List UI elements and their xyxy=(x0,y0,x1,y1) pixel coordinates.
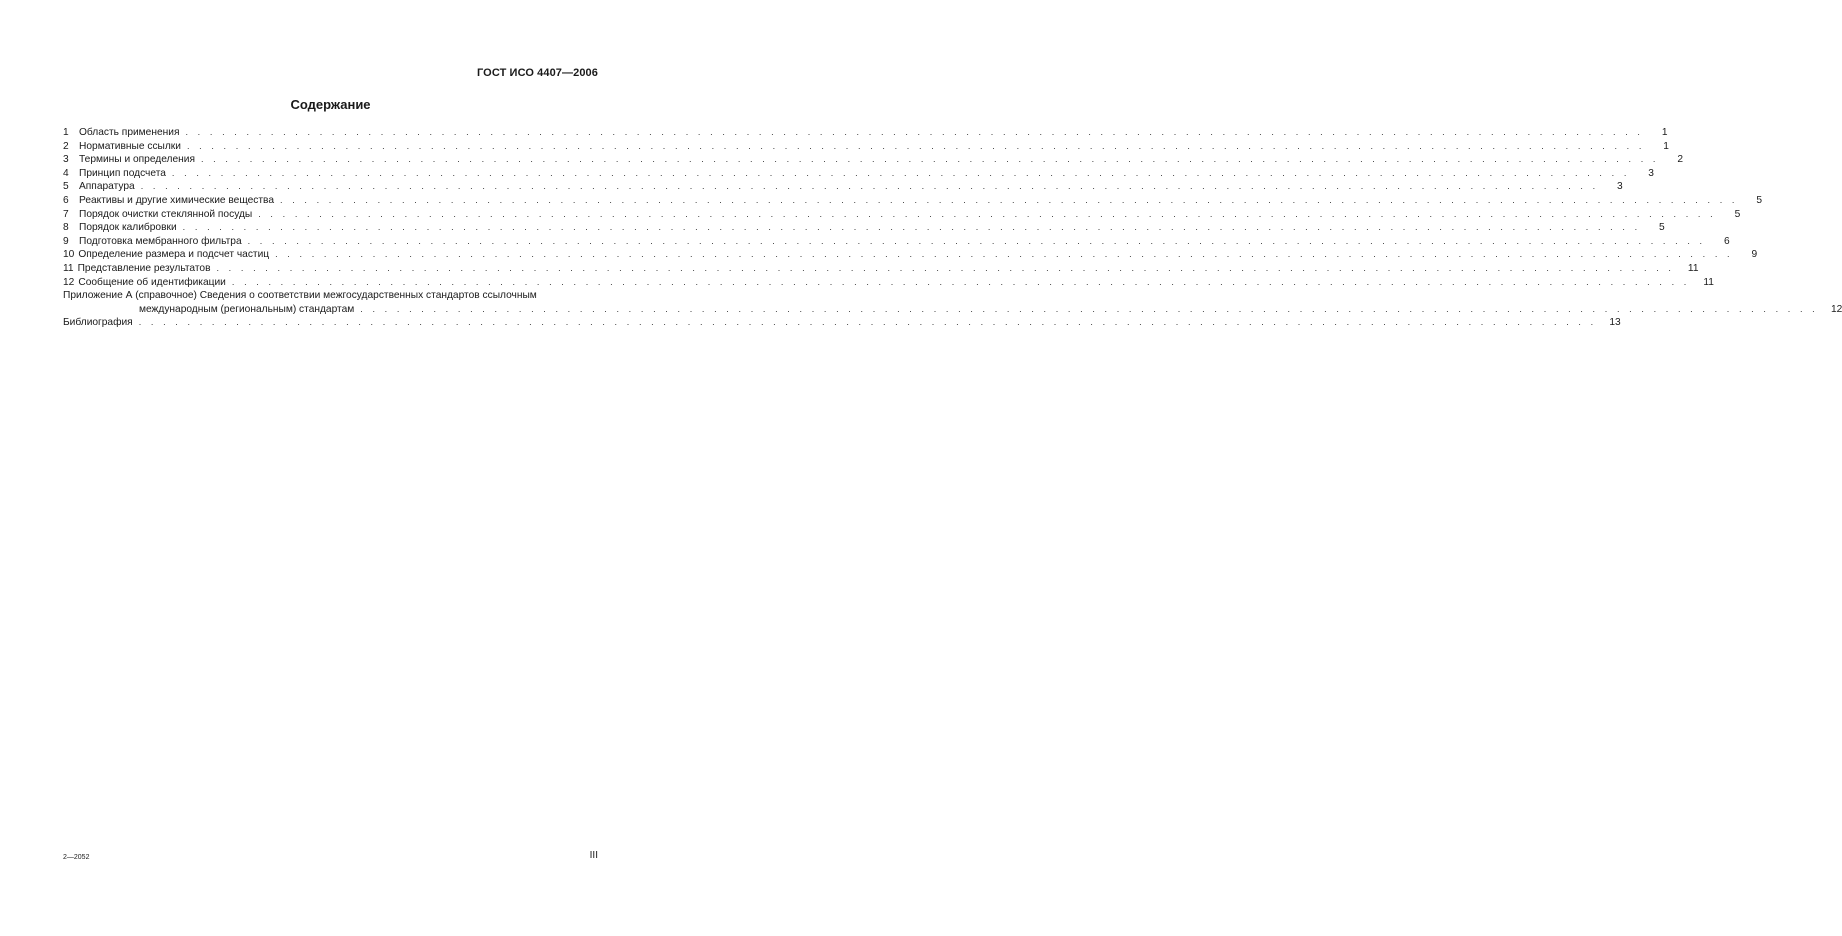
page-number: III xyxy=(589,850,598,861)
toc-entry[interactable] xyxy=(63,194,1763,208)
toc-entry-page: 6 xyxy=(1723,235,1730,247)
toc-entry-number: 9 xyxy=(63,235,69,247)
toc-entry-page: 9 xyxy=(1751,249,1758,261)
toc-entry[interactable] xyxy=(63,235,1730,249)
toc-entry-number: 8 xyxy=(63,222,69,234)
toc-entry-label: Определение размера и подсчет частиц xyxy=(78,249,270,261)
table-of-contents xyxy=(63,126,1842,330)
dot-leader: . . . . . . . . . . . . . . . . . . . . . . . . . . . . . . . . . . . . . . . . . . . . . . . . . . . . . . . . . . . . . . . . . . . . . . . . . . . . . . . . . . . . . . . . . . . . . . . . . . . . . . . . . . . . . . . . . . . . . . . . xyxy=(275,249,1734,260)
toc-entry[interactable] xyxy=(63,180,1623,194)
dot-leader: . . . . . . . . . . . . . . . . . . . . . . . . . . . . . . . . . . . . . . . . . . . . . . . . . . . . . . . . . . . . . . . . . . . . . . . . . . . . . . . . . . . . . . . . . . . . . . . . . . . . . . . . . . . . . . . . . . . . . . . . xyxy=(247,235,1706,246)
toc-entry-label: Термины и определения xyxy=(79,154,195,166)
toc-entry-number: 1 xyxy=(63,127,69,138)
toc-entry[interactable] xyxy=(63,262,1699,276)
dot-leader: . . . . . . . . . . . . . . . . . . . . . . . . . . . . . . . . . . . . . . . . . . . . . . . . . . . . . . . . . . . . . . . . . . . . . . . . . . . . . . . . . . . . . . . . . . . . . . . . . . . . . . . . . . . . . . . . . . . . . . . . xyxy=(280,194,1739,205)
toc-entry-label: Порядок очистки стеклянной посуды xyxy=(79,208,253,220)
toc-entry-page: 5 xyxy=(1756,194,1763,206)
toc-entry-number: 7 xyxy=(63,208,69,220)
toc-title: Содержание xyxy=(290,97,371,112)
dot-leader: . . . . . . . . . . . . . . . . . . . . . . . . . . . . . . . . . . . . . . . . . . . . . . . . . . . . . . . . . . . . . . . . . . . . . . . . . . . . . . . . . . . . . . . . . . . . . . . . . . . . . . . . . . . . . . . . . . . . . . . . xyxy=(231,276,1690,287)
toc-appendix-continuation[interactable] xyxy=(63,303,1842,317)
toc-entry-label: Аппаратура xyxy=(79,181,135,193)
toc-entry[interactable] xyxy=(63,208,1741,222)
toc-bibliography-label: Библиография xyxy=(63,317,133,329)
toc-entry-number: 5 xyxy=(63,181,69,193)
toc-entry-label: Порядок калибровки xyxy=(79,222,177,234)
dot-leader: . . . . . . . . . . . . . . . . . . . . . . . . . . . . . . . . . . . . . . . . . . . . . . . . . . . . . . . . . . . . . . . . . . . . . . . . . . . . . . . . . . . . . . . . . . . . . . . . . . . . . . . . . . . . . . . . . . . . . . . . xyxy=(200,154,1659,165)
toc-entry[interactable] xyxy=(63,248,1758,262)
toc-entry-page: 2 xyxy=(1677,154,1683,166)
toc-bibliography-page: 13 xyxy=(1609,317,1621,329)
toc-bibliography-entry[interactable] xyxy=(63,316,1621,330)
toc-entry-label: Реактивы и другие химические вещества xyxy=(79,194,274,206)
toc-entry[interactable] xyxy=(63,276,1714,290)
toc-entry-number: 10 xyxy=(63,249,75,261)
toc-entry[interactable] xyxy=(63,153,1683,167)
toc-entry[interactable] xyxy=(63,126,1668,140)
toc-entry-number: 11 xyxy=(63,262,74,274)
toc-entry[interactable] xyxy=(63,140,1669,154)
dot-leader: . . . . . . . . . . . . . . . . . . . . . . . . . . . . . . . . . . . . . . . . . . . . . . . . . . . . . . . . . . . . . . . . . . . . . . . . . . . . . . . . . . . . . . . . . . . . . . . . . . . . . . . . . . . . . . . . . . . . . . . . xyxy=(216,262,1675,273)
toc-entry-page: 5 xyxy=(1659,222,1665,234)
dot-leader: . . . . . . . . . . . . . . . . . . . . . . . . . . . . . . . . . . . . . . . . . . . . . . . . . . . . . . . . . . . . . . . . . . . . . . . . . . . . . . . . . . . . . . . . . . . . . . . . . . . . . . . . . . . . . . . . . . . . . . . . xyxy=(185,127,1644,137)
toc-appendix-label-cont: международным (региональным) стандартам xyxy=(139,303,355,315)
toc-entry-label: Принцип подсчета xyxy=(79,167,166,179)
toc-entry-page: 3 xyxy=(1648,167,1654,179)
toc-entry-label: Область применения xyxy=(79,127,180,138)
toc-entry-page: 1 xyxy=(1661,127,1668,138)
dot-leader: . . . . . . . . . . . . . . . . . . . . . . . . . . . . . . . . . . . . . . . . . . . . . . . . . . . . . . . . . . . . . . . . . . . . . . . . . . . . . . . . . . . . . . . . . . . . . . . . . . . . . . . . . . . . . . . . . . . . . . . . xyxy=(182,222,1641,233)
toc-entry-page: 5 xyxy=(1734,208,1741,220)
toc-entry[interactable] xyxy=(63,167,1654,181)
dot-leader: . . . . . . . . . . . . . . . . . . . . . . . . . . . . . . . . . . . . . . . . . . . . . . . . . . . . . . . . . . . . . . . . . . . . . . . . . . . . . . . . . . . . . . . . . . . . . . . . . . . . . . . . . . . . . . . . . . . . . . . . xyxy=(171,167,1630,178)
dot-leader: . . . . . . . . . . . . . . . . . . . . . . . . . . . . . . . . . . . . . . . . . . . . . . . . . . . . . . . . . . . . . . . . . . . . . . . . . . . . . . . . . . . . . . . . . . . . . . . . . . . . . . . . . . . . . . . . . . . . . . . . xyxy=(360,303,1819,314)
toc-entry-label: Нормативные ссылки xyxy=(79,140,181,152)
dot-leader: . . . . . . . . . . . . . . . . . . . . . . . . . . . . . . . . . . . . . . . . . . . . . . . . . . . . . . . . . . . . . . . . . . . . . . . . . . . . . . . . . . . . . . . . . . . . . . . . . . . . . . . . . . . . . . . . . . . . . . . . xyxy=(140,181,1599,192)
dot-leader: . . . . . . . . . . . . . . . . . . . . . . . . . . . . . . . . . . . . . . . . . . . . . . . . . . . . . . . . . . . . . . . . . . . . . . . . . . . . . . . . . . . . . . . . . . . . . . . . . . . . . . . . . . . . . . . . . . . . . . . . xyxy=(186,140,1645,151)
toc-entry-label: Подготовка мембранного фильтра xyxy=(79,235,242,247)
dot-leader: . . . . . . . . . . . . . . . . . . . . . . . . . . . . . . . . . . . . . . . . . . . . . . . . . . . . . . . . . . . . . . . . . . . . . . . . . . . . . . . . . . . . . . . . . . . . . . . . . . . . . . . . . . . . . . . . . . . . . . . . xyxy=(258,208,1717,219)
toc-entry-number: 12 xyxy=(63,276,75,288)
document-code: ГОСТ ИСО 4407—2006 xyxy=(476,67,598,79)
dot-leader: . . . . . . . . . . . . . . . . . . . . . . . . . . . . . . . . . . . . . . . . . . . . . . . . . . . . . . . . . . . . . . . . . . . . . . . . . . . . . . . . . . . . . . . . . . . . . . . . . . . . . . . . . . . . . . . . . . . . . . . . xyxy=(138,317,1597,328)
toc-entry-label: Представление результатов xyxy=(77,262,211,274)
toc-entry-label: Сообщение об идентификации xyxy=(78,276,226,288)
toc-entry-page: 11 xyxy=(1703,276,1714,288)
toc-entry-page: 1 xyxy=(1663,140,1669,152)
toc-appendix-entry[interactable] xyxy=(63,289,598,303)
toc-entry-number: 3 xyxy=(63,154,69,166)
toc-entry-page: 3 xyxy=(1617,181,1623,193)
toc-entry-number: 4 xyxy=(63,167,69,179)
toc-appendix-page: 12 xyxy=(1830,303,1842,315)
toc-appendix-label: Приложение А (справочное) Сведения о соответствии межгосударственных стандартов ссылочным xyxy=(63,290,537,302)
toc-entry-page: 11 xyxy=(1687,262,1699,274)
toc-entry-number: 6 xyxy=(63,194,69,206)
toc-entry[interactable] xyxy=(63,221,1665,235)
print-code: 2—2052 xyxy=(63,854,90,861)
toc-entry-number: 2 xyxy=(63,140,69,152)
